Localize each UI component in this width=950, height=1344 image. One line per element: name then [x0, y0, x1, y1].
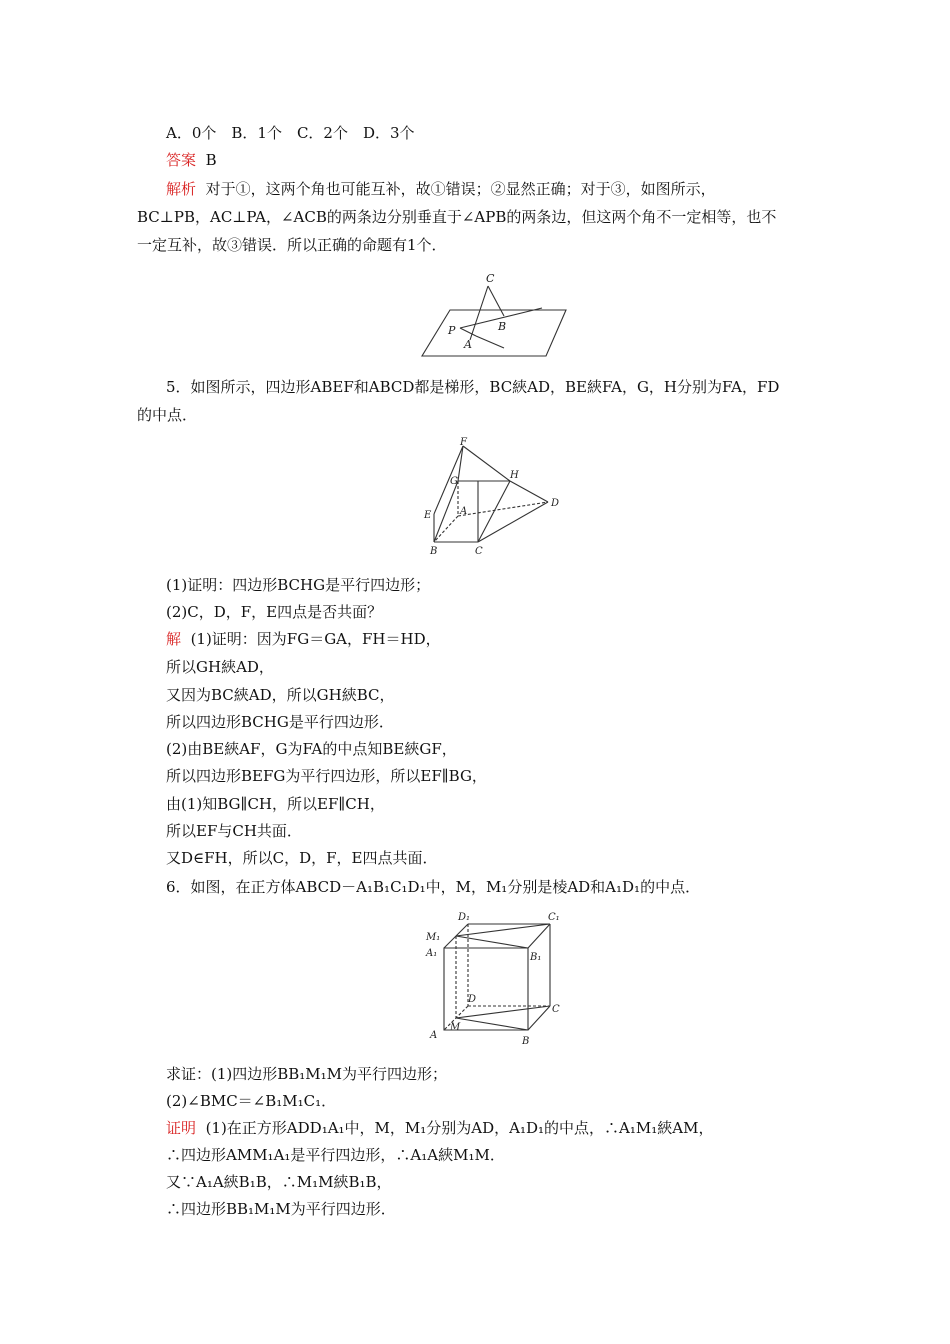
label-D: D: [551, 498, 560, 509]
label-M1: M₁: [426, 932, 441, 943]
q5-solution-line-5: (2)由BE綊AF，G为FA的中点知BE綊GF，: [166, 740, 457, 758]
q6-proof-line-3: 又∵A₁A綊B₁B，∴M₁M綊B₁B，: [166, 1173, 392, 1191]
q5-solution-line-6: 所以四边形BEFG为平行四边形，所以EF∥BG，: [166, 767, 487, 785]
q4-analysis-line-2: BC⊥PB，AC⊥PA，∠ACB的两条边分别垂直于∠APB的两条边，但这两个角不一定相等，也不: [137, 208, 777, 226]
label-B1: B₁: [530, 952, 542, 963]
q6-proof-line-1: 证明 (1)在正方形ADD₁A₁中，M，M₁分别为AD，A₁D₁的中点，∴A₁M₁綊AM，: [166, 1119, 714, 1137]
q5-solution-line-4: 所以四边形BCHG是平行四边形．: [166, 713, 394, 731]
q5-solution-line-3: 又因为BC綊AD，所以GH綊BC，: [166, 686, 395, 704]
label-M: M: [450, 1022, 461, 1033]
solution-label: 解: [166, 630, 182, 648]
q4-answer: [166, 150, 217, 170]
q4-analysis-line-1: 解析 对于①，这两个角也可能互补，故①错误；②显然正确；对于③，如图所示，: [166, 180, 716, 198]
label-A: A: [430, 1030, 438, 1041]
figure-cube: [424, 908, 568, 1050]
answer-value: B: [205, 151, 217, 169]
label-F: F: [460, 437, 467, 448]
q6-prove-line-1: 求证：(1)四边形BB₁M₁M为平行四边形；: [166, 1065, 448, 1083]
q5-solution-line-8: 所以EF与CH共面．: [166, 822, 302, 840]
q6-prove-line-2: (2)∠BMC＝∠B₁M₁C₁．: [166, 1092, 337, 1110]
label-C: C: [486, 272, 495, 285]
q6-proof-line-4: ∴四边形BB₁M₁M为平行四边形．: [166, 1200, 396, 1218]
label-E: E: [424, 510, 432, 521]
proof-label: 证明: [166, 1119, 197, 1137]
label-H: H: [510, 470, 519, 481]
label-C1: C₁: [548, 912, 560, 923]
q4-options: A．0个 B．1个 C．2个 D．3个: [166, 124, 415, 142]
label-A: A: [460, 506, 468, 517]
q5-solution-line-7: 由(1)知BG∥CH，所以EF∥CH，: [166, 795, 385, 813]
label-G: G: [450, 476, 458, 487]
label-P: P: [448, 324, 456, 337]
label-B: B: [498, 320, 507, 333]
q5-solution-line-1: 解 (1)证明：因为FG＝GA，FH＝HD，: [166, 630, 441, 648]
q5-stem-line-2: 的中点．: [137, 406, 198, 424]
label-C: C: [475, 546, 483, 557]
figure-trapezoids: [420, 436, 570, 560]
q4-analysis-line-3: 一定互补，故③错误．所以正确的命题有1个．: [137, 236, 447, 254]
figure-plane-angles: [418, 268, 578, 360]
q6-proof-line-2: ∴四边形AMM₁A₁是平行四边形，∴A₁A綊M₁M．: [166, 1146, 505, 1164]
label-D: D: [468, 994, 477, 1005]
label-A1: A₁: [426, 948, 438, 959]
label-B: B: [430, 546, 438, 557]
answer-label: 答案: [166, 151, 197, 169]
q5-solution-line-9: 又D∈FH，所以C，D，F，E四点共面．: [166, 849, 438, 867]
q5-solution-line-2: 所以GH綊AD，: [166, 658, 274, 676]
q5-part-2: (2)C，D，F，E四点是否共面？: [166, 603, 383, 621]
label-A: A: [464, 338, 472, 351]
label-C: C: [552, 1004, 560, 1015]
label-B: B: [522, 1036, 530, 1047]
q5-stem-line-1: 5．如图所示，四边形ABEF和ABCD都是梯形，BC綊AD，BE綊FA，G，H分别为FA，FD: [166, 378, 780, 396]
label-D1: D₁: [458, 912, 471, 923]
q5-part-1: (1)证明：四边形BCHG是平行四边形；: [166, 576, 431, 594]
q6-stem: 6．如图，在正方体ABCD－A₁B₁C₁D₁中，M，M₁分别是棱AD和A₁D₁的中点．: [166, 878, 701, 896]
analysis-label: 解析: [166, 180, 197, 198]
